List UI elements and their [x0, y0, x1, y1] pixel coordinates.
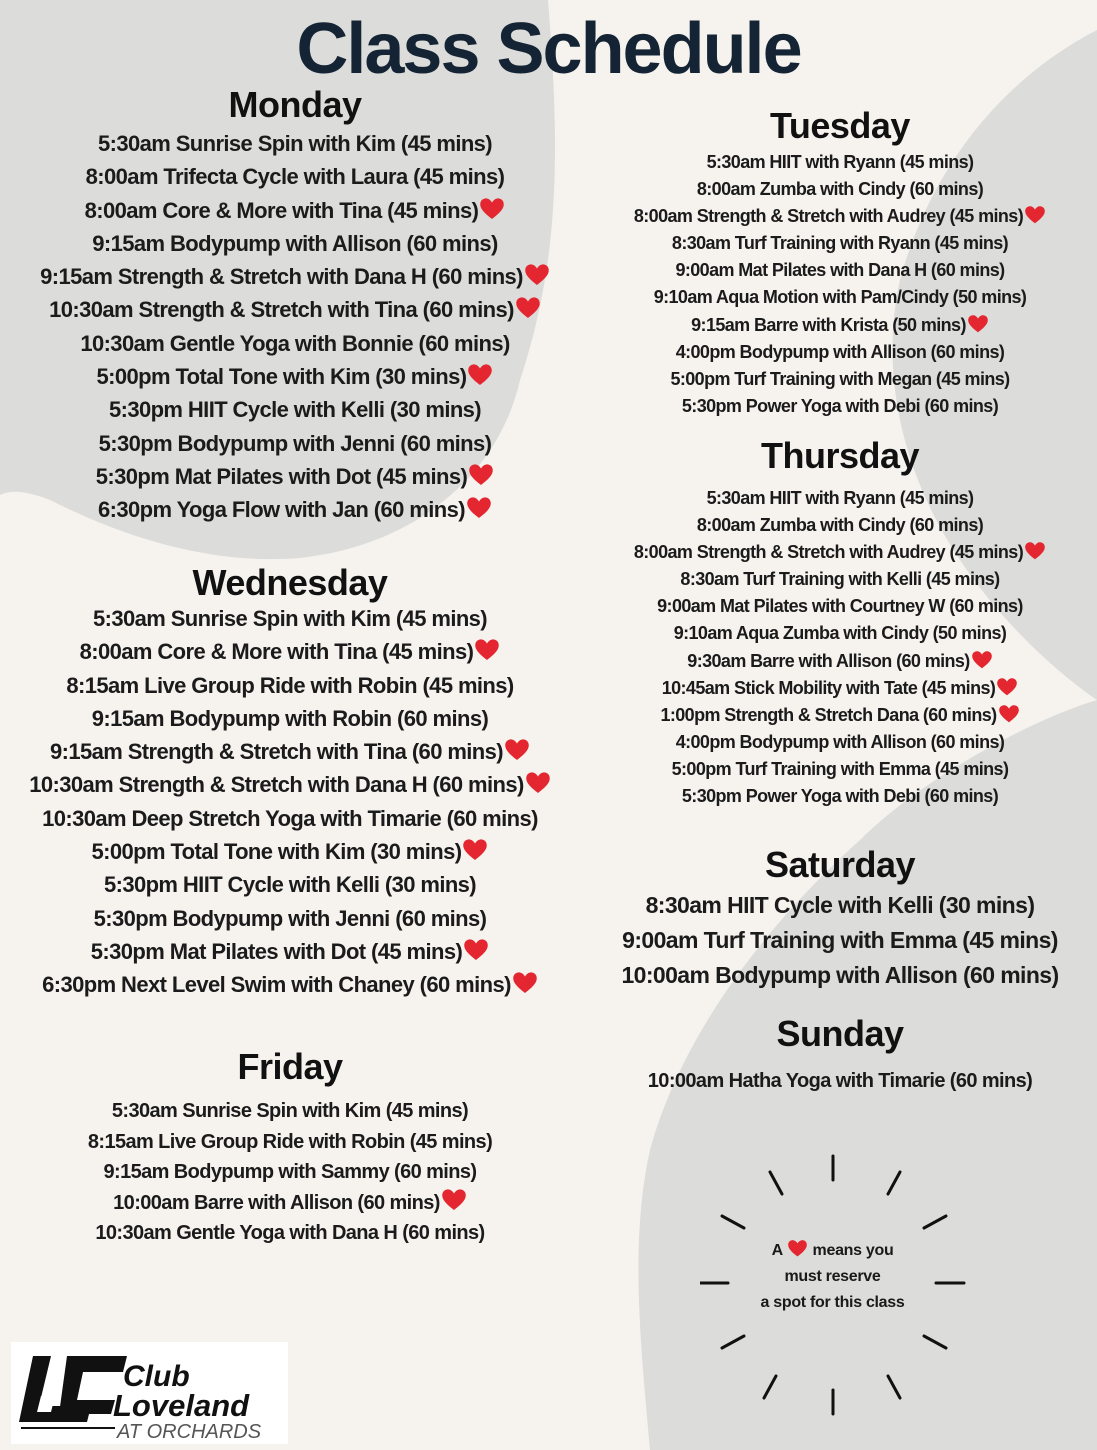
class-text: 9:00am Mat Pilates with Dana H (60 mins) — [675, 260, 1005, 281]
class-entry — [0, 493, 590, 526]
class-text: 8:30am Turf Training with Kelli (45 mins) — [680, 569, 1000, 590]
class-text: 9:15am Strength & Stretch with Dana H (60 mins) — [40, 264, 523, 290]
class-entry — [0, 393, 590, 426]
class-entry — [590, 149, 1090, 176]
class-text: 10:00am Hatha Yoga with Timarie (60 mins) — [647, 1070, 1033, 1092]
class-entry — [590, 312, 1090, 339]
class-text: 9:15am Bodypump with Robin (60 mins) — [91, 705, 489, 731]
class-text: 5:30am Sunrise Spin with Kim (45 mins) — [97, 131, 493, 156]
saturday-section — [590, 843, 1090, 993]
class-entry — [590, 257, 1090, 284]
class-entry — [590, 702, 1090, 729]
class-text: 5:30am HIIT with Ryann (45 mins) — [706, 488, 974, 508]
class-entry — [590, 620, 1090, 647]
class-list — [0, 1096, 580, 1249]
class-text: 4:00pm Bodypump with Allison (60 mins) — [675, 731, 1005, 752]
class-entry — [0, 635, 580, 668]
class-entry — [0, 768, 580, 801]
heart-icon — [441, 1188, 467, 1212]
class-text: 5:00pm Turf Training with Megan (45 mins) — [670, 368, 1010, 389]
class-entry — [590, 339, 1090, 366]
class-entry — [590, 485, 1090, 512]
class-text: 10:00am Bodypump with Allison (60 mins) — [621, 962, 1059, 988]
class-entry — [0, 902, 580, 935]
class-text: 8:00am Zumba with Cindy (60 mins) — [696, 515, 984, 536]
class-entry — [0, 835, 580, 868]
heart-icon — [479, 197, 505, 221]
heart-icon — [467, 363, 493, 387]
class-entry — [0, 1188, 580, 1219]
class-entry — [590, 176, 1090, 203]
class-text: 5:30pm HIIT Cycle with Kelli (30 mins) — [103, 872, 477, 898]
class-text: 9:15am Bodypump with Allison (60 mins) — [92, 230, 498, 256]
class-entry — [0, 327, 590, 360]
class-text: 5:30pm Power Yoga with Debi (60 mins) — [681, 395, 999, 416]
class-text: 10:30am Strength & Stretch with Dana H (60 mins) — [29, 772, 524, 798]
class-entry — [0, 968, 580, 1001]
heart-icon — [967, 314, 989, 334]
class-text: 9:15am Bodypump with Sammy (60 mins) — [103, 1161, 477, 1183]
heart-icon — [462, 838, 488, 862]
heart-icon — [463, 938, 489, 962]
day-title-sunday: Sunday — [776, 1013, 904, 1054]
class-entry — [590, 284, 1090, 311]
sunday-section — [590, 1012, 1090, 1096]
logo-sub-text: AT ORCHARDS — [117, 1421, 262, 1443]
heart-icon — [515, 296, 541, 320]
class-text: 10:30am Deep Stretch Yoga with Timarie (60 mins) — [42, 805, 538, 831]
heart-icon — [525, 771, 551, 795]
class-entry — [0, 194, 590, 227]
class-text: 8:00am Strength & Stretch with Audrey (45 mins) — [633, 542, 1024, 563]
legend-line-3: a spot for this class — [760, 1294, 905, 1311]
class-text: 5:30pm Mat Pilates with Dot (45 mins) — [90, 938, 463, 964]
class-entry — [0, 360, 590, 393]
class-entry — [0, 293, 590, 326]
day-title-friday: Friday — [237, 1046, 343, 1087]
class-entry — [590, 512, 1090, 539]
class-text: 9:10am Aqua Motion with Pam/Cindy (50 mins) — [653, 287, 1027, 308]
class-text: 6:30pm Yoga Flow with Jan (60 mins) — [98, 497, 465, 523]
class-text: 8:00am Trifecta Cycle with Laura (45 mins) — [85, 164, 505, 190]
class-list — [590, 149, 1090, 420]
class-entry — [0, 1157, 580, 1188]
class-text: 5:30am HIIT with Ryann (45 mins) — [706, 152, 974, 172]
class-entry — [590, 729, 1090, 756]
heart-icon — [474, 638, 500, 662]
class-text: 5:30am Sunrise Spin with Kim (45 mins) — [92, 606, 488, 631]
class-entry — [590, 648, 1090, 675]
class-list — [590, 485, 1090, 810]
class-text: 10:00am Barre with Allison (60 mins) — [113, 1191, 440, 1214]
class-entry — [590, 923, 1090, 958]
class-text: 5:30pm Power Yoga with Debi (60 mins) — [681, 786, 999, 807]
class-entry — [590, 958, 1090, 993]
class-text: 5:30pm Mat Pilates with Dot (45 mins) — [95, 463, 468, 489]
class-entry — [0, 702, 580, 735]
class-text: 10:30am Strength & Stretch with Tina (60 mins) — [49, 297, 514, 323]
club-loveland-logo — [11, 1342, 288, 1444]
heart-icon — [787, 1239, 808, 1258]
class-entry — [0, 1096, 580, 1127]
legend-line-1: A means you — [700, 1238, 965, 1264]
logo-name-text: Loveland — [113, 1388, 250, 1423]
heart-icon — [512, 971, 538, 995]
class-text: 5:30pm Bodypump with Jenni (60 mins) — [98, 430, 492, 456]
class-entry — [590, 366, 1090, 393]
class-entry — [0, 1127, 580, 1158]
class-entry — [0, 1218, 580, 1249]
class-text: 8:30am HIIT Cycle with Kelli (30 mins) — [645, 892, 1035, 918]
logo-club-text: Club — [123, 1360, 190, 1393]
class-entry — [0, 460, 590, 493]
heart-icon — [1024, 541, 1046, 561]
class-entry — [590, 539, 1090, 566]
class-entry — [590, 566, 1090, 593]
heart-icon — [998, 704, 1020, 724]
class-text: 9:00am Turf Training with Emma (45 mins) — [622, 927, 1058, 953]
class-entry — [590, 888, 1090, 923]
class-entry — [0, 160, 590, 193]
day-title-monday: Monday — [228, 84, 362, 125]
class-text: 10:45am Stick Mobility with Tate (45 mins) — [661, 677, 996, 698]
thursday-section — [590, 434, 1090, 810]
heart-icon — [466, 496, 492, 520]
class-text: 10:30am Gentle Yoga with Bonnie (60 mins) — [80, 330, 510, 356]
class-entry — [590, 203, 1090, 230]
class-entry — [0, 227, 590, 260]
class-text: 9:00am Mat Pilates with Courtney W (60 mins) — [657, 596, 1023, 617]
class-text: 5:00pm Total Tone with Kim (30 mins) — [91, 839, 462, 865]
class-entry — [0, 802, 580, 835]
class-entry — [0, 935, 580, 968]
class-list — [590, 1066, 1090, 1096]
class-entry — [0, 669, 580, 702]
class-text: 5:30pm HIIT Cycle with Kelli (30 mins) — [108, 397, 482, 423]
class-text: 8:00am Core & More with Tina (45 mins) — [84, 197, 479, 223]
class-entry — [590, 783, 1090, 810]
legend-line-2: must reserve — [784, 1268, 881, 1285]
class-text: 9:10am Aqua Zumba with Cindy (50 mins) — [673, 623, 1007, 644]
class-text: 1:00pm Strength & Stretch Dana (60 mins) — [660, 704, 997, 725]
logo-graphic — [11, 1342, 288, 1444]
class-text: 5:30am Sunrise Spin with Kim (45 mins) — [111, 1100, 469, 1122]
class-entry — [0, 602, 580, 635]
class-text: 10:30am Gentle Yoga with Dana H (60 mins) — [95, 1222, 485, 1244]
class-entry — [0, 735, 580, 768]
class-entry — [590, 756, 1090, 783]
class-text: 4:00pm Bodypump with Allison (60 mins) — [675, 341, 1005, 362]
tuesday-section — [590, 104, 1090, 420]
class-list — [0, 127, 590, 527]
heart-icon — [524, 263, 550, 287]
class-entry — [0, 127, 590, 160]
class-entry — [590, 593, 1090, 620]
reserve-legend — [700, 1238, 965, 1316]
class-entry — [0, 260, 590, 293]
class-text: 5:30pm Bodypump with Jenni (60 mins) — [93, 905, 487, 931]
wednesday-section — [0, 561, 580, 1002]
class-text: 9:30am Barre with Allison (60 mins) — [687, 650, 970, 671]
friday-section — [0, 1045, 580, 1249]
class-text: 8:30am Turf Training with Ryann (45 mins) — [671, 233, 1009, 254]
class-text: 8:00am Zumba with Cindy (60 mins) — [696, 179, 984, 200]
class-text: 8:00am Core & More with Tina (45 mins) — [79, 639, 474, 665]
monday-section — [0, 83, 590, 527]
heart-icon — [996, 677, 1018, 697]
class-text: 8:00am Strength & Stretch with Audrey (45 mins) — [633, 206, 1024, 227]
class-text: 9:15am Strength & Stretch with Tina (60 mins) — [49, 739, 504, 765]
day-title-tuesday: Tuesday — [770, 105, 910, 146]
class-entry — [590, 1066, 1090, 1096]
class-text: 6:30pm Next Level Swim with Chaney (60 mins) — [42, 972, 511, 998]
page-title: Class Schedule — [296, 9, 801, 89]
class-entry — [590, 230, 1090, 257]
class-text: 5:00pm Turf Training with Emma (45 mins) — [671, 758, 1009, 779]
class-entry — [0, 868, 580, 901]
day-title-thursday: Thursday — [760, 435, 920, 476]
day-title-saturday: Saturday — [764, 844, 916, 885]
class-text: 5:00pm Total Tone with Kim (30 mins) — [96, 364, 467, 390]
class-text: 8:15am Live Group Ride with Robin (45 mins) — [87, 1130, 493, 1153]
class-text: 8:15am Live Group Ride with Robin (45 mins) — [66, 672, 514, 698]
day-title-wednesday: Wednesday — [192, 562, 388, 603]
heart-icon — [468, 463, 494, 487]
class-entry — [590, 675, 1090, 702]
class-list — [590, 888, 1090, 993]
class-entry — [590, 393, 1090, 420]
heart-icon — [971, 650, 993, 670]
class-list — [0, 602, 580, 1002]
heart-icon — [1024, 205, 1046, 225]
heart-icon — [504, 738, 530, 762]
class-entry — [0, 427, 590, 460]
class-text: 9:15am Barre with Krista (50 mins) — [691, 314, 966, 335]
